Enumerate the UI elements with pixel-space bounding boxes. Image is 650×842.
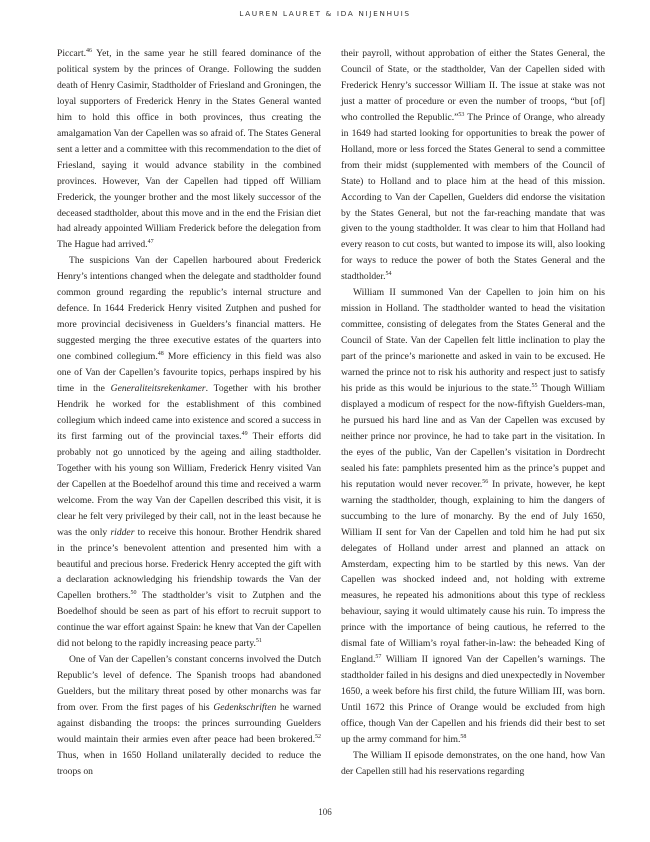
text-run: The suspicions Van der Capellen harboured about Frederick Henry’s intentions changed when the delegate and stadtholder found common ground regarding the republic’s internal structure and defence. In 1644 Frederick Henry visited Zutphen and pushed for more provincial decisiveness in Guelders’s financial matters. He suggested merging the three executive estates of the quarters into one combined collegium.: [57, 255, 321, 363]
text-columns: [57, 46, 605, 780]
footnote-marker: 53: [458, 111, 465, 118]
right-column: [341, 46, 605, 780]
text-run: William II ignored Van der Capellen’s warnings. The stadtholder failed in his designs and died unexpectedly in November 1650, a week before his first child, the future William III, was born. Until 1672 this Prince of Orange would be excluded from high office, though Van der Capellen and his friends did their best to set up the army command for him.: [341, 654, 605, 745]
text-run: Piccart.: [57, 48, 87, 59]
text-run: Though William displayed a modicum of respect for the now-fiftyish Guelders-man, he pursued his hard line and as Van der Capellen was excused by neither prince nor province, he had to take part in the visitation. In the eyes of the public, Van der Capellen’s visitation in Dordrecht sealed his fate: pamphlets presented him as the prince’s puppet and his reputation would never recover.: [341, 383, 605, 490]
text-run: The stadtholder’s visit to Zutphen and the Boedelhof should be seen as part of his effort to recruit support to continue the war effort against Spain: he knew that Van der Capellen did not belong to the rapidly increasing peace party.: [57, 590, 321, 650]
footnote-marker: 49: [241, 430, 248, 437]
text-run: Yet, in the same year he still feared dominance of the political system by the princes of Orange. Following the sudden death of Henry Casimir, Stadtholder of Friesland and Groningen, the loyal supporters of Frederick Henry in the States General wanted him to hold this office in both provinces, thus creating the amalgamation Van der Capellen was so afraid of. The States General sent a letter and a committee with this recommendation to the diet of Friesland, saying it would advance stability in the combined provinces. However, Van der Capellen had tipped off William Frederick, the younger brother and the most likely successor of the deceased stadtholder, about this move and in the end the Frisian diet had already appointed William Frederick before the delegation from The Hague had arrived.: [57, 48, 321, 251]
footnote-marker: 55: [531, 382, 538, 389]
footnote-marker: 50: [130, 590, 137, 597]
left-column: [57, 46, 321, 780]
italic-term: Gedenkschriften: [213, 702, 277, 714]
text-run: The William II episode demonstrates, on the one hand, how Van der Capellen still had his reservations regarding: [341, 749, 605, 777]
body-paragraph: [341, 748, 605, 780]
footnote-marker: 54: [385, 271, 392, 278]
body-paragraph: [57, 46, 321, 253]
body-paragraph: [57, 253, 321, 652]
body-paragraph: [57, 652, 321, 780]
text-run: One of Van der Capellen’s constant concerns involved the Dutch Republic’s level of defence. The Spanish troops had abandoned Guelders, but the military threat posed by other monarchs was far from over. From the first pages of his: [57, 654, 321, 714]
footnote-marker: 56: [482, 478, 489, 485]
footnote-marker: 58: [460, 733, 467, 740]
footnote-marker: 46: [86, 47, 93, 54]
italic-term: ridder: [110, 526, 135, 538]
text-run: he warned against disbanding the troops: the princes surrounding Guelders would maintain their armies even after peace had been brokered.: [57, 702, 321, 745]
text-run: . Together with his brother Hendrik he worked for the establishment of this combined collegium which indeed came into existence and scored a success in its first farming out of the provincial taxes.: [57, 383, 321, 442]
page-number: 106: [318, 807, 332, 817]
italic-term: Generaliteitsrekenkamer: [110, 383, 206, 395]
text-run: The Prince of Orange, who already in 1649 had started looking for opportunities to break the power of Holland, more or less forced the States General to send a committee from their midst (supplemented with members of the Council of State) to Holland and to place him at the head of this mission. According to Van der Capellen, Guelders did endorse the visitation by the States General, but not the far-reaching mandate that was given to the young stadtholder. It was clear to him that Holland had every reason to cut costs, but wanted to impose its will, also looking for ways to reduce the power of both the States General and the stadtholder.: [341, 111, 605, 283]
running-head: LAUREN LAURET & IDA NIJENHUIS: [239, 9, 411, 18]
text-run: Thus, when in 1650 Holland unilaterally decided to reduce the troops on: [57, 749, 321, 777]
text-run: Their efforts did probably not go unnoticed by the ageing and ailing stadtholder. Together with his young son William, Frederick Henry visited Van der Capellen at the Boedelhof around this time and received a warm welcome. From the way Van der Capellen described this visit, it is clear he felt very privileged by their call, not in the least because he was the only: [57, 430, 322, 538]
text-run: their payroll, without approbation of either the States General, the Council of State, or the stadtholder, Van der Capellen sided with Frederick Henry’s successor William II. The issue at stake was not just a matter of procedure or even the number of troops, “but [of] who controlled the Republic.”: [341, 48, 605, 123]
footnote-marker: 52: [315, 733, 321, 740]
footnote-marker: 57: [375, 654, 382, 661]
footnote-marker: 51: [255, 638, 262, 645]
text-run: to receive this honour. Brother Hendrik shared in the prince’s benevolent attention and presented him with a beautiful and precious horse. Frederick Henry accepted the gift with a declaration acknowledging his friendship towards the Van der Capellen brothers.: [57, 526, 321, 602]
text-run: In private, however, he kept warning the stadtholder, though, explaining to him the dangers of succumbing to the lure of monarchy. By the end of July 1650, William II sent for Van der Capellen and told him he had put six delegates of Holland under arrest and planned an attack on Amsterdam, expecting him to be startled by this news. Van der Capellen was shocked indeed and, not holding with extreme measures, he repeated his admonitions about this type of reckless behaviour, saying it would ultimately cause his ruin. To impress the prince with the importance of being cautious, he referred to the dismal fate of William’s royal father-in-law: the beheaded King of England.: [341, 478, 605, 666]
body-paragraph: [341, 285, 605, 748]
footnote-marker: 47: [147, 239, 154, 246]
text-run: William II summoned Van der Capellen to join him on his mission in Holland. The stadtholder wanted to head the visitation committee, consisting of delegates from the States General and the Council of State. Van der Capellen felt little inclination to play the part of the prince’s marionette and asked in vain to be excused. He warned the prince not to risk his authority and respect just to satisfy his pride as this would be injurious to the state.: [341, 287, 605, 395]
footnote-marker: 48: [157, 350, 164, 357]
body-paragraph: [341, 46, 605, 285]
text-run: More efficiency in this field was also one of Van der Capellen’s favourite topics, perhaps inspired by his time in the: [57, 351, 321, 395]
